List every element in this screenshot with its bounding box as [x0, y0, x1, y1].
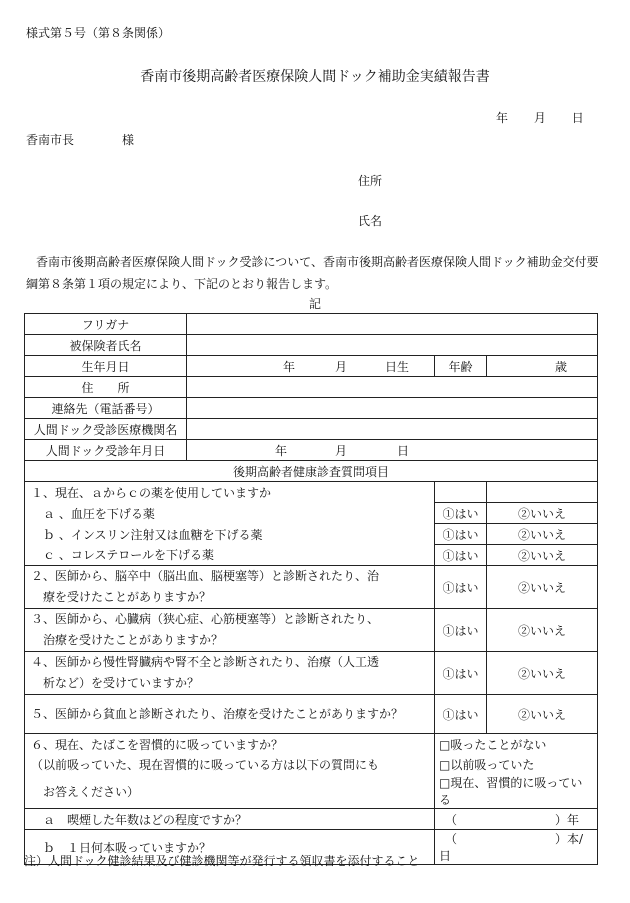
q4-yes-option[interactable]: ①はい — [435, 652, 487, 695]
table-row — [25, 754, 598, 774]
institution-label: 人間ドック受診医療機関名 — [25, 419, 187, 440]
age-unit: 歳 — [554, 359, 567, 374]
q4-line1: ４、医師から慢性腎臓病や腎不全と診断されたり、治療（人工透 — [31, 655, 380, 669]
form-number: 様式第５号（第８条関係） — [26, 26, 171, 40]
table-row — [25, 652, 598, 695]
q2-no-option[interactable]: ②いいえ — [487, 566, 598, 609]
document-title: 香南市後期高齢者医療保険人間ドック補助金実績報告書 — [140, 69, 490, 85]
table-row — [25, 734, 598, 755]
q6b-answer-field[interactable] — [435, 830, 598, 865]
q1-text: １、現在、ａからｃの薬を使用していますか — [25, 482, 435, 503]
q2-text — [25, 566, 435, 609]
date-day-label: 日 — [571, 111, 584, 125]
birthdate-field[interactable] — [187, 356, 435, 377]
table-row — [25, 545, 598, 566]
addressee-suffix: 様 — [122, 133, 135, 147]
birth-month-unit: 月 — [334, 359, 347, 374]
q1b-text: ｂ 、インスリン注射又は血糖を下げる薬 — [25, 524, 435, 545]
q4-no-option[interactable]: ②いいえ — [487, 652, 598, 695]
birth-day-unit: 日生 — [384, 359, 409, 374]
q3-no-option[interactable]: ②いいえ — [487, 609, 598, 652]
q1a-yes-option[interactable]: ①はい — [435, 503, 487, 524]
q2-line2: 療を受けたことがありますか？ — [43, 590, 212, 604]
table-row — [25, 314, 598, 335]
report-statement: 香南市後期高齢者医療保険人間ドック受診について、香南市後期高齢者医療保険人間ドック補助金交付要綱第８条第１項の規定により、下記のとおり報告します。 — [26, 255, 599, 291]
q6a-unit: ）年 — [555, 812, 580, 827]
exam-month-unit: 月 — [334, 443, 347, 458]
q6-note-line1: （以前吸っていた、現在習慣的に吸っている方は以下の質問にも — [25, 754, 435, 774]
q2-yes-option[interactable]: ①はい — [435, 566, 487, 609]
date-month-label: 月 — [533, 111, 546, 125]
q3-line2: 治療を受けたことがありますか？ — [43, 633, 224, 647]
footnote: 注）人間ドック健診結果及び健診機関等が発行する領収書を添付すること — [24, 854, 420, 868]
table-row — [25, 440, 598, 461]
table-row — [25, 566, 598, 609]
insured-name-field[interactable] — [187, 335, 598, 356]
q1c-yes-option[interactable]: ①はい — [435, 545, 487, 566]
q1b-no-option[interactable]: ②いいえ — [487, 524, 598, 545]
q6-note-line2: お答えください） — [25, 774, 435, 809]
contact-field[interactable] — [187, 398, 598, 419]
addressee-name: 香南市長 — [26, 133, 75, 147]
q3-yes-option[interactable]: ①はい — [435, 609, 487, 652]
q6-option-former[interactable]: □以前吸っていた — [435, 754, 598, 774]
table-row — [25, 377, 598, 398]
q1c-text: ｃ 、コレステロールを下げる薬 — [25, 545, 435, 566]
q1-yes-blank — [435, 482, 487, 503]
q6b-paren-open: （ — [445, 832, 458, 846]
table-row — [25, 335, 598, 356]
q5-no-option[interactable]: ②いいえ — [487, 695, 598, 734]
applicant-name-label: 氏名 — [358, 214, 383, 228]
q6a-paren-open: （ — [445, 812, 458, 827]
table-row — [25, 809, 598, 830]
q1-no-blank — [487, 482, 598, 503]
q4-line2: 析など）を受けていますか？ — [43, 676, 200, 690]
table-row — [25, 482, 598, 503]
birth-year-unit: 年 — [282, 359, 295, 374]
q4-text — [25, 652, 435, 695]
q6-option-never[interactable]: □吸ったことがない — [435, 734, 598, 755]
addressee — [26, 131, 134, 148]
q2-line1: ２、医師から、脳卒中（脳出血、脳梗塞等）と診断されたり、治 — [31, 569, 380, 583]
contact-label: 連絡先（電話番号） — [25, 398, 187, 419]
report-table — [24, 313, 598, 865]
q5-yes-option[interactable]: ①はい — [435, 695, 487, 734]
table-row — [25, 419, 598, 440]
table-row — [25, 774, 598, 809]
q1b-yes-option[interactable]: ①はい — [435, 524, 487, 545]
exam-date-field[interactable] — [187, 440, 598, 461]
table-row — [25, 461, 598, 482]
questionnaire-title: 後期高齢者健康診査質問項目 — [25, 461, 598, 482]
q6b-unit: ）本/日 — [439, 832, 584, 863]
address-field[interactable] — [187, 377, 598, 398]
q3-text — [25, 609, 435, 652]
table-row — [25, 695, 598, 734]
exam-year-unit: 年 — [274, 443, 287, 458]
table-row — [25, 356, 598, 377]
address-label: 住 所 — [25, 377, 187, 398]
q6a-answer-field[interactable] — [435, 809, 598, 830]
table-row — [25, 398, 598, 419]
ki-heading: 記 — [308, 297, 321, 311]
q1a-text: ａ 、血圧を下げる薬 — [25, 503, 435, 524]
applicant-address-label: 住所 — [358, 174, 383, 188]
table-row — [25, 503, 598, 524]
q6a-text: ａ 喫煙した年数はどの程度ですか？ — [25, 809, 435, 830]
q1a-no-option[interactable]: ②いいえ — [487, 503, 598, 524]
q6-option-current[interactable]: □現在、習慣的に吸っている — [435, 774, 598, 809]
q3-line1: ３、医師から、心臓病（狭心症、心筋梗塞等）と診断されたり、 — [31, 612, 380, 626]
exam-date-label: 人間ドック受診年月日 — [25, 440, 187, 461]
table-row — [25, 609, 598, 652]
q5-text: ５、医師から貧血と診断されたり、治療を受けたことがありますか？ — [25, 695, 435, 734]
report-date — [496, 109, 584, 126]
age-field[interactable] — [487, 356, 598, 377]
insured-name-label: 被保険者氏名 — [25, 335, 187, 356]
q1c-no-option[interactable]: ②いいえ — [487, 545, 598, 566]
institution-field[interactable] — [187, 419, 598, 440]
furigana-label: フリガナ — [25, 314, 187, 335]
furigana-field[interactable] — [187, 314, 598, 335]
birthdate-label: 生年月日 — [25, 356, 187, 377]
exam-day-unit: 日 — [396, 443, 409, 458]
q6b-text: ｂ １日何本吸っていますか？ — [25, 830, 435, 865]
table-row — [25, 524, 598, 545]
date-year-label: 年 — [496, 111, 509, 125]
age-label: 年齢 — [435, 356, 487, 377]
q6-text: ６、現在、たばこを習慣的に吸っていますか？ — [25, 734, 435, 755]
